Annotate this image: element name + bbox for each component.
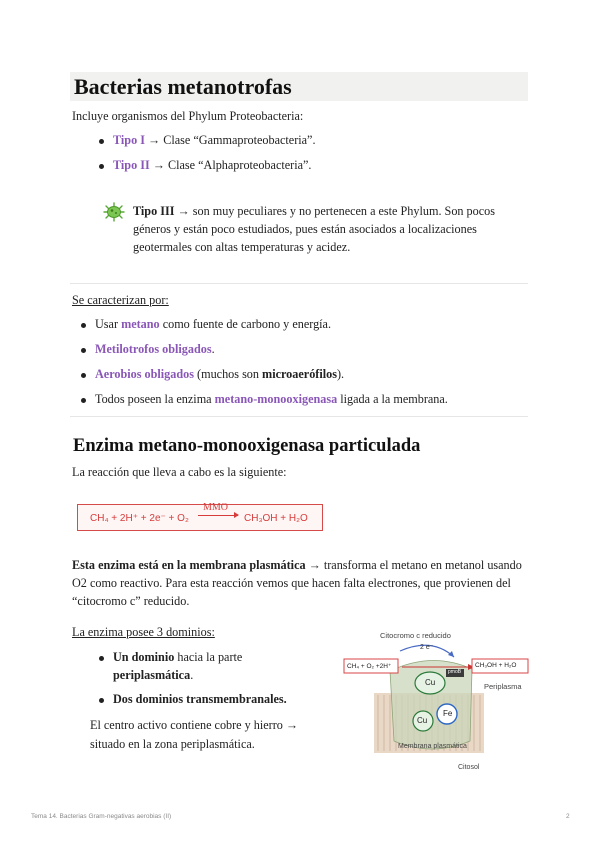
bullet [99,164,104,169]
type-text: Clase “Gammaproteobacteria”. [163,133,316,147]
list-item-continuation [113,666,193,684]
bullet [99,656,104,661]
formula-reactants: CH₄ + 2H⁺ + 2e⁻ + O₂ [90,513,189,524]
type-text: Clase “Alphaproteobacteria”. [167,158,312,172]
text: . [190,668,194,682]
divider [70,283,528,284]
products-label: CH₃OH + H₂O [475,662,517,669]
section-title: Enzima metano-monooxigenasa particulada [73,436,421,456]
bold-text: microaerófilos [262,367,337,381]
bullet [81,373,86,378]
intro-text: Incluye organismos del Phylum Proteobacteria: [72,109,304,123]
arrow: → [152,158,165,172]
paragraph-line: O2 como reactivo. Para esta reacción vemos que hacen falta electrones, que provienen del [72,576,511,590]
section-subheading: La enzima posee 3 dominios: [72,625,215,639]
callout-text: → son muy peculiares y no pertenecen a este Phylum. Son pocos [177,204,495,218]
cytosol-label: Citosol [458,764,480,771]
list-item [113,131,316,149]
formula-enzyme: MMO [203,502,229,513]
periplasm-label: Periplasma [484,682,522,691]
text: ligada a la membrana. [340,392,448,406]
reaction-arrow [198,515,238,516]
text: como fuente de carbono y energía. [162,317,332,331]
list-item [95,340,215,358]
bullet [99,139,104,144]
paragraph-line: El centro activo contiene cobre y hierro → [90,718,299,732]
bullet [81,323,86,328]
highlight: Metilotrofos obligados [95,342,212,356]
bold-text: periplasmática [113,668,191,682]
text: ). [336,367,345,381]
reactants-label: CH₄ + O₂ +2H⁺ [347,663,392,670]
type-name: Tipo III [133,204,175,218]
callout-line [133,202,495,220]
highlight: metano-monooxigenasa [214,392,338,406]
paragraph-line: situado en la zona periplasmática. [90,737,255,751]
list-item [95,365,344,383]
reaction-intro: La reacción que lleva a cabo es la siguiente: [72,465,287,479]
paragraph-line: “citocromo c” reducido. [72,594,190,608]
page-title: Bacterias metanotrofas [74,74,292,99]
membrane-label: Membrana plasmática [398,743,467,750]
callout-line: géneros y están poco estudiados, pues están asociados a localizaciones [133,222,477,236]
list-item: Dos dominios transmembranales. [113,692,287,706]
pmmo-diagram [342,631,530,773]
cu-label: Cu [425,678,436,687]
fe-label: Fe [443,709,453,718]
microbe-icon [103,202,125,222]
arrow: → [148,133,161,147]
text: . [211,342,215,356]
pmob-label: pmoB [448,669,462,675]
cu-label: Cu [417,716,428,725]
formula-products: CH₃OH + H₂O [244,513,308,524]
bullet [99,698,104,703]
text: → transforma el metano en metanol usando [308,558,522,572]
paragraph-line [72,556,522,574]
bold-text: Esta enzima está en la membrana plasmática [72,558,306,572]
section-subheading: Se caracterizan por: [72,293,169,307]
electrons-label: 2 e⁻ [420,644,434,651]
text: hacia la parte [177,650,243,664]
bullet [81,348,86,353]
divider [70,416,528,417]
text: (muchos son [197,367,259,381]
list-item [95,315,331,333]
text: Usar [95,317,119,331]
type-name: Tipo I [113,133,145,147]
bullet [81,398,86,403]
cytochrome-label: Citocromo c reducido [380,631,451,640]
highlight: Aerobios obligados [95,367,194,381]
list-item [113,156,311,174]
list-item [113,648,242,666]
callout-line: geotermales con altas temperaturas y acidez. [133,240,351,254]
reaction-formula [77,504,323,531]
highlight: metano [121,317,160,331]
footer-text: Tema 14. Bacterias Gram-negativas aerobias (II) [31,813,172,820]
type-name: Tipo II [113,158,150,172]
list-item [95,390,448,408]
bold-text: Un dominio [113,650,175,664]
text: Todos poseen la enzima [95,392,212,406]
page-number: 2 [566,813,570,820]
